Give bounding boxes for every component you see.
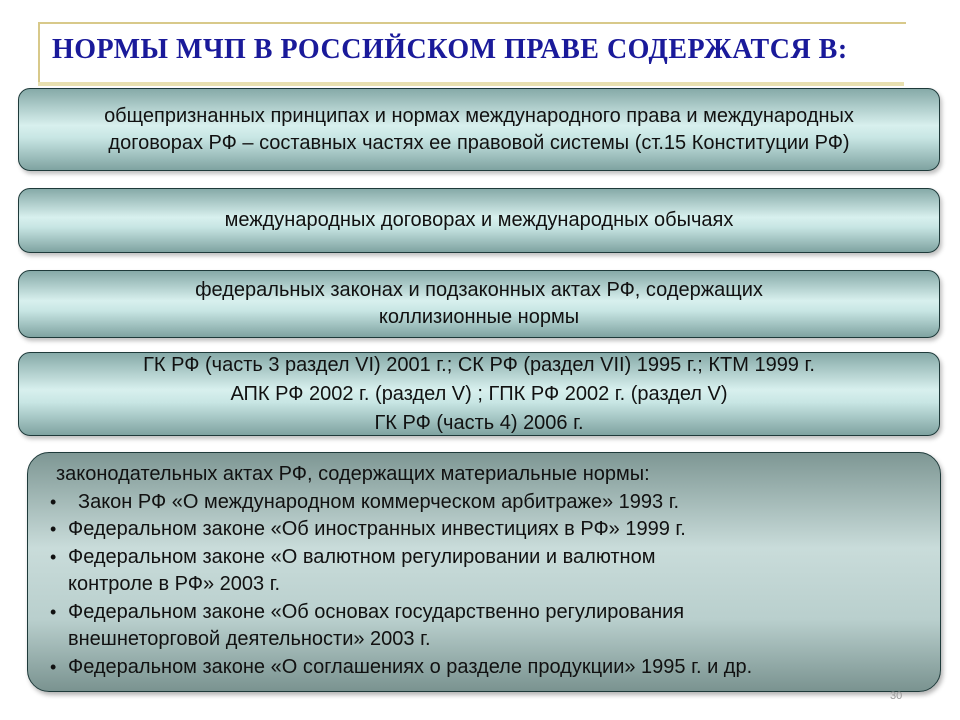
box-line: федеральных законах и подзаконных актах РФ, содержащих — [195, 279, 763, 301]
title-underline — [38, 82, 904, 86]
legislation-box — [27, 452, 941, 692]
list-item-text: Федеральном законе «О валютном регулировании и валютном — [68, 545, 656, 568]
list-item-text: Федеральном законе «Об основах государственно регулирования — [68, 600, 685, 623]
list-item — [50, 599, 926, 654]
box-line: договорах РФ – составных частях ее правовой системы (ст.15 Конституции РФ) — [108, 131, 850, 154]
box-line: коллизионные нормы — [378, 306, 580, 328]
list-item — [50, 654, 926, 682]
page-number: 30 — [890, 690, 903, 702]
list-item-text: Федеральном законе «О соглашениях о разделе продукции» 1995 г. и др. — [68, 655, 753, 678]
bullet-icon: • — [50, 519, 57, 539]
list-item-text: Федеральном законе «Об иностранных инвестициях в РФ» 1999 г. — [68, 518, 686, 540]
box-line: международных договорах и международных обычаях — [224, 209, 734, 231]
box-line: общепризнанных принципах и нормах международного права и международных — [104, 104, 854, 127]
bullet-icon: • — [50, 491, 57, 512]
list-item — [50, 544, 926, 599]
box-line: АПК РФ 2002 г. (раздел V) ; ГПК РФ 2002 г. (раздел V) — [230, 382, 728, 405]
box-line: ГК РФ (часть 4) 2006 г. — [374, 411, 584, 434]
bullet-icon: • — [50, 656, 57, 677]
list-item — [50, 516, 926, 544]
list-item-text: Закон РФ «О международном коммерческом арбитраже» 1993 г. — [78, 490, 680, 513]
legislation-intro: законодательных актах РФ, содержащих материальные нормы: — [56, 463, 650, 485]
list-item-text: контроле в РФ» 2003 г. — [68, 573, 281, 595]
box-line: ГК РФ (часть 3 раздел VI) 2001 г.; СК РФ (раздел VII) 1995 г.; КТМ 1999 г. — [143, 353, 815, 376]
source-box-federal-laws — [18, 270, 940, 338]
slide-title: НОРМЫ МЧП В РОССИЙСКОМ ПРАВЕ СОДЕРЖАТСЯ В: — [52, 34, 848, 65]
bullet-icon: • — [50, 601, 57, 622]
list-item — [50, 489, 926, 517]
source-box-principles — [18, 88, 940, 171]
source-box-treaties — [18, 188, 940, 253]
source-box-codes — [18, 352, 940, 436]
list-item-text: внешнеторговой деятельности» 2003 г. — [68, 628, 431, 650]
bullet-icon: • — [50, 546, 57, 567]
